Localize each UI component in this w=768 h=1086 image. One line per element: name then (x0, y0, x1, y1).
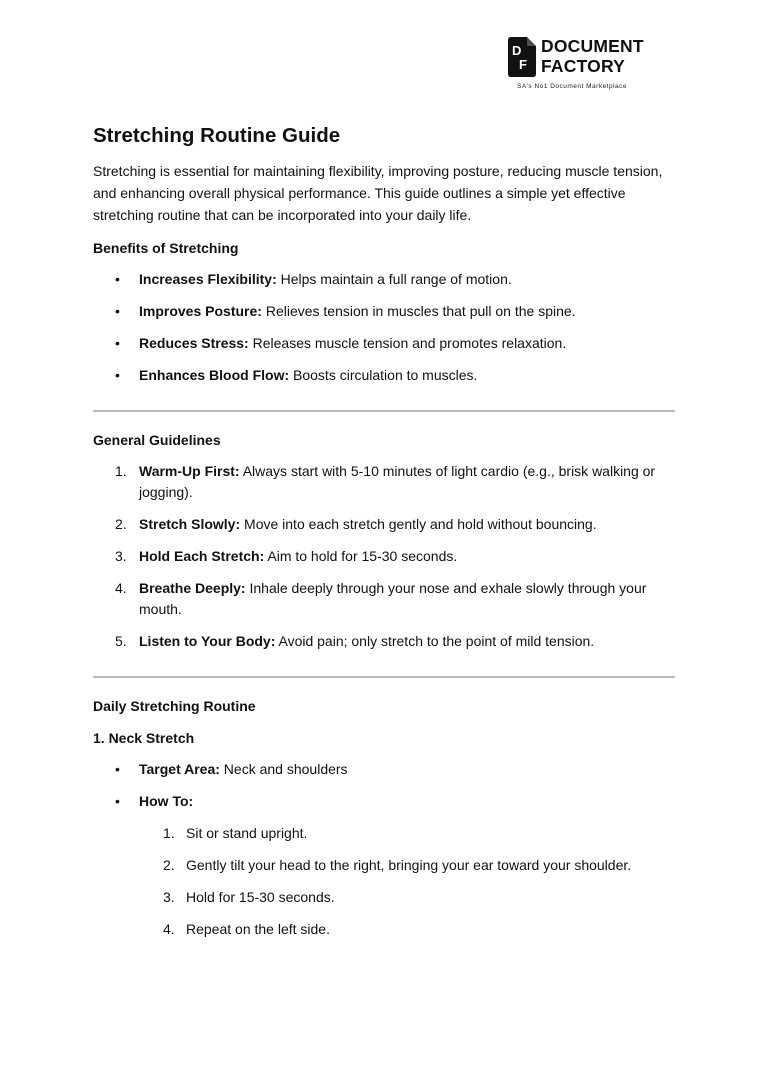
list-item (93, 301, 675, 322)
item-text: Aim to hold for 15-30 seconds. (264, 548, 458, 564)
item-text: Sit or stand upright. (186, 825, 308, 841)
section-divider (93, 410, 675, 412)
list-item (93, 887, 675, 908)
list-item (93, 759, 675, 780)
item-term: Hold Each Stretch: (139, 548, 265, 564)
benefits-heading: Benefits of Stretching (93, 240, 239, 256)
list-item (93, 514, 675, 535)
list-item (93, 461, 675, 503)
item-number: 4. (163, 921, 175, 937)
list-item (93, 791, 675, 812)
logo-line-1: DOCUMENT (541, 36, 644, 56)
logo-mark-letter: F (519, 57, 527, 72)
item-term: How To: (139, 793, 194, 809)
item-text: Releases muscle tension and promotes relaxation. (248, 335, 567, 351)
item-term: Reduces Stress: (139, 335, 249, 351)
document-body (93, 122, 675, 940)
item-number: 1. (163, 825, 175, 841)
item-term: Stretch Slowly: (139, 516, 241, 532)
item-number: 5. (115, 633, 127, 649)
routine-heading: Daily Stretching Routine (93, 698, 256, 714)
item-term: Enhances Blood Flow: (139, 367, 290, 383)
item-text: Inhale deeply through your nose and exhale slowly through your mouth. (139, 580, 647, 617)
item-term: Increases Flexibility: (139, 271, 277, 287)
item-text: Helps maintain a full range of motion. (276, 271, 512, 287)
item-term: Target Area: (139, 761, 220, 777)
item-text: Avoid pain; only stretch to the point of mild tension. (275, 633, 595, 649)
item-number: 2. (115, 516, 127, 532)
list-item (93, 631, 675, 652)
df-logo-icon (508, 37, 536, 77)
benefits-list (93, 269, 675, 386)
page-title: Stretching Routine Guide (93, 124, 341, 147)
item-term: Listen to Your Body: (139, 633, 276, 649)
neck-steps-list (93, 823, 675, 940)
neck-stretch-heading: 1. Neck Stretch (93, 730, 195, 746)
item-term: Improves Posture: (139, 303, 262, 319)
list-item (93, 269, 675, 290)
item-number: 3. (115, 548, 127, 564)
item-text: Neck and shoulders (219, 761, 348, 777)
item-text: Hold for 15-30 seconds. (186, 889, 335, 905)
item-text: Relieves tension in muscles that pull on the spine. (261, 303, 576, 319)
logo-mark-letter: D (512, 43, 522, 58)
item-number: 3. (163, 889, 175, 905)
item-text: Move into each stretch gently and hold without bouncing. (240, 516, 597, 532)
logo-wordmark (541, 36, 644, 76)
item-number: 1. (115, 463, 127, 479)
guidelines-heading: General Guidelines (93, 432, 221, 448)
intro-paragraph: Stretching is essential for maintaining flexibility, improving posture, reducing muscle tension, and enhancing overall physical performance. This guide outlines a simple yet effective stretching routine that can be incorporated into your daily life. (93, 163, 663, 223)
item-text: Gently tilt your head to the right, bringing your ear toward your shoulder. (186, 857, 632, 873)
item-text: Always start with 5-10 minutes of light cardio (e.g., brisk walking or jogging). (139, 463, 656, 500)
item-text: Repeat on the left side. (186, 921, 330, 937)
list-item (93, 823, 675, 844)
list-item (93, 855, 675, 876)
item-text: Boosts circulation to muscles. (289, 367, 478, 383)
item-number: 2. (163, 857, 175, 873)
logo-line-2: FACTORY (541, 56, 626, 76)
document-factory-logo (508, 35, 668, 95)
item-term: Warm-Up First: (139, 463, 240, 479)
section-divider (93, 676, 675, 678)
logo-tagline: SA's No1 Document Marketplace (517, 83, 628, 90)
list-item (93, 333, 675, 354)
guidelines-list (93, 461, 675, 652)
item-number: 4. (115, 580, 127, 596)
item-term: Breathe Deeply: (139, 580, 246, 596)
list-item (93, 919, 675, 940)
list-item (93, 546, 675, 567)
list-item (93, 365, 675, 386)
list-item (93, 578, 675, 620)
neck-stretch-list (93, 759, 675, 812)
